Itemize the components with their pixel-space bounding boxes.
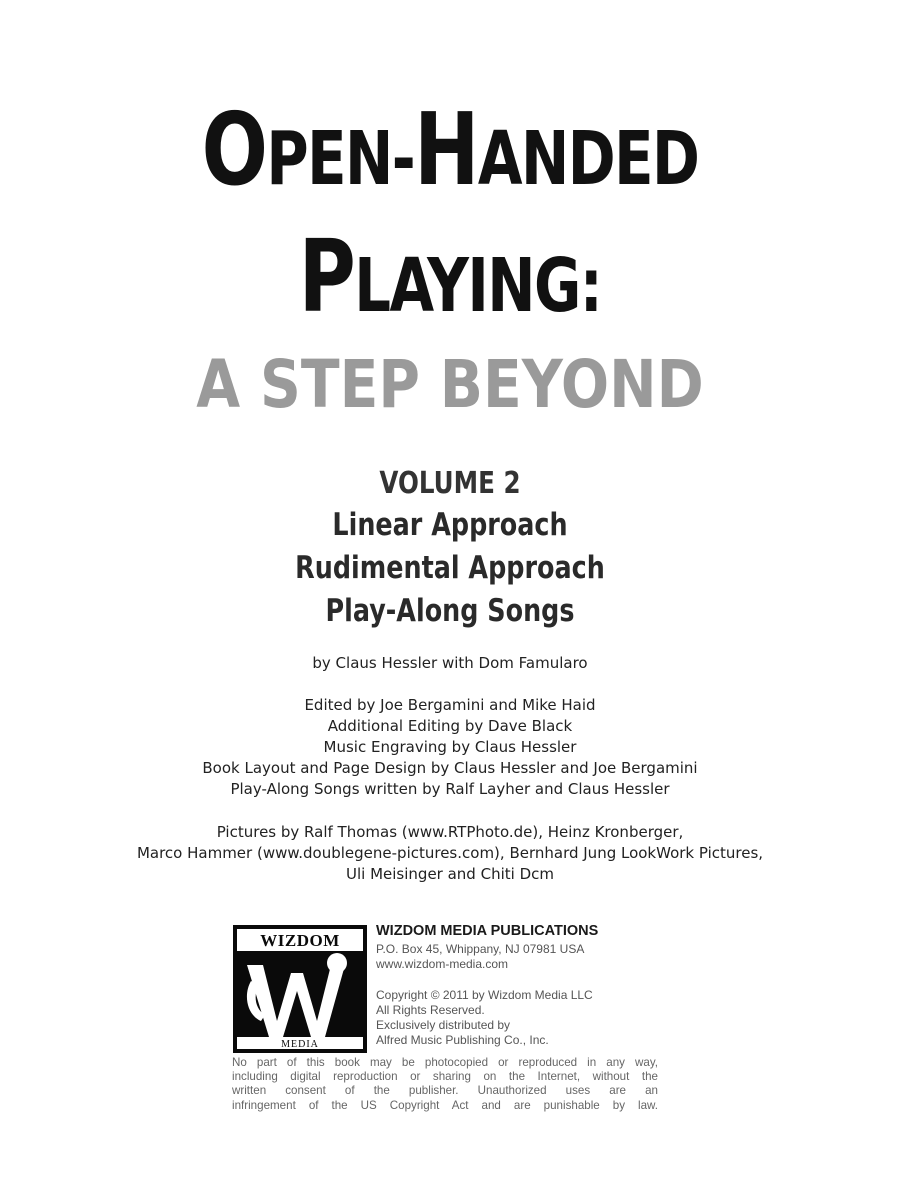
pictures-credit-line: Marco Hammer (www.doublegene-pictures.com), Bernhard Jung LookWork Pictures, (136, 844, 764, 862)
title-initial-o: O (201, 91, 267, 208)
notice-line: written consent of the publisher. Unauthorized uses are an (232, 1084, 658, 1098)
title-anded: ANDED (477, 116, 699, 202)
wizdom-media-logo-graphic (233, 925, 367, 1053)
logo-bottom-text: MEDIA (281, 1039, 319, 1050)
copyright-line: All Rights Reserved. (376, 1003, 485, 1017)
publisher-name: WIZDOM MEDIA PUBLICATIONS (376, 923, 599, 939)
credit-line: Play-Along Songs written by Ralf Layher and Claus Hessler (230, 780, 670, 798)
title-line-1 (99, 91, 801, 208)
volume-item: Play-Along Songs (325, 593, 575, 629)
title-line-2 (99, 218, 801, 335)
copyright-line: Copyright © 2011 by Wizdom Media LLC (376, 988, 593, 1002)
credit-line: Additional Editing by Dave Black (327, 717, 573, 735)
copyright-notice (232, 1056, 658, 1113)
wizdom-media-logo (233, 925, 367, 1053)
copyright-line: Exclusively distributed by (376, 1018, 511, 1032)
copyright-line: Alfred Music Publishing Co., Inc. (376, 1033, 549, 1047)
pictures-credit-line: Pictures by Ralf Thomas (www.RTPhoto.de), Heinz Kronberger, (216, 823, 684, 841)
title-initial-h: H (414, 91, 478, 208)
logo-top-text: WIZDOM (260, 931, 340, 950)
pictures-credit-line: Uli Meisinger and Chiti Dcm (346, 865, 554, 883)
publisher-website: www.wizdom-media.com (376, 957, 509, 971)
notice-line: No part of this book may be photocopied or reproduced in any way, (232, 1056, 658, 1069)
credit-line: Edited by Joe Bergamini and Mike Haid (304, 696, 596, 714)
title-pen: PEN- (266, 116, 415, 202)
volume-heading: VOLUME 2 (379, 466, 521, 501)
notice-line: including digital reproduction or sharing on the Internet, without the (232, 1070, 658, 1084)
credit-line: Music Engraving by Claus Hessler (323, 738, 577, 756)
volume-item: Linear Approach (332, 507, 568, 543)
title-initial-p: P (298, 218, 355, 335)
subtitle: A STEP BEYOND (196, 346, 704, 423)
title-laying: LAYING: (354, 243, 602, 329)
notice-line: infringement of the US Copyright Act and are punishable by law. (232, 1098, 658, 1112)
publisher-address: P.O. Box 45, Whippany, NJ 07981 USA (376, 942, 585, 956)
authors-line: by Claus Hessler with Dom Famularo (312, 654, 588, 672)
volume-item: Rudimental Approach (295, 550, 605, 586)
credit-line: Book Layout and Page Design by Claus Hessler and Joe Bergamini (202, 759, 698, 777)
